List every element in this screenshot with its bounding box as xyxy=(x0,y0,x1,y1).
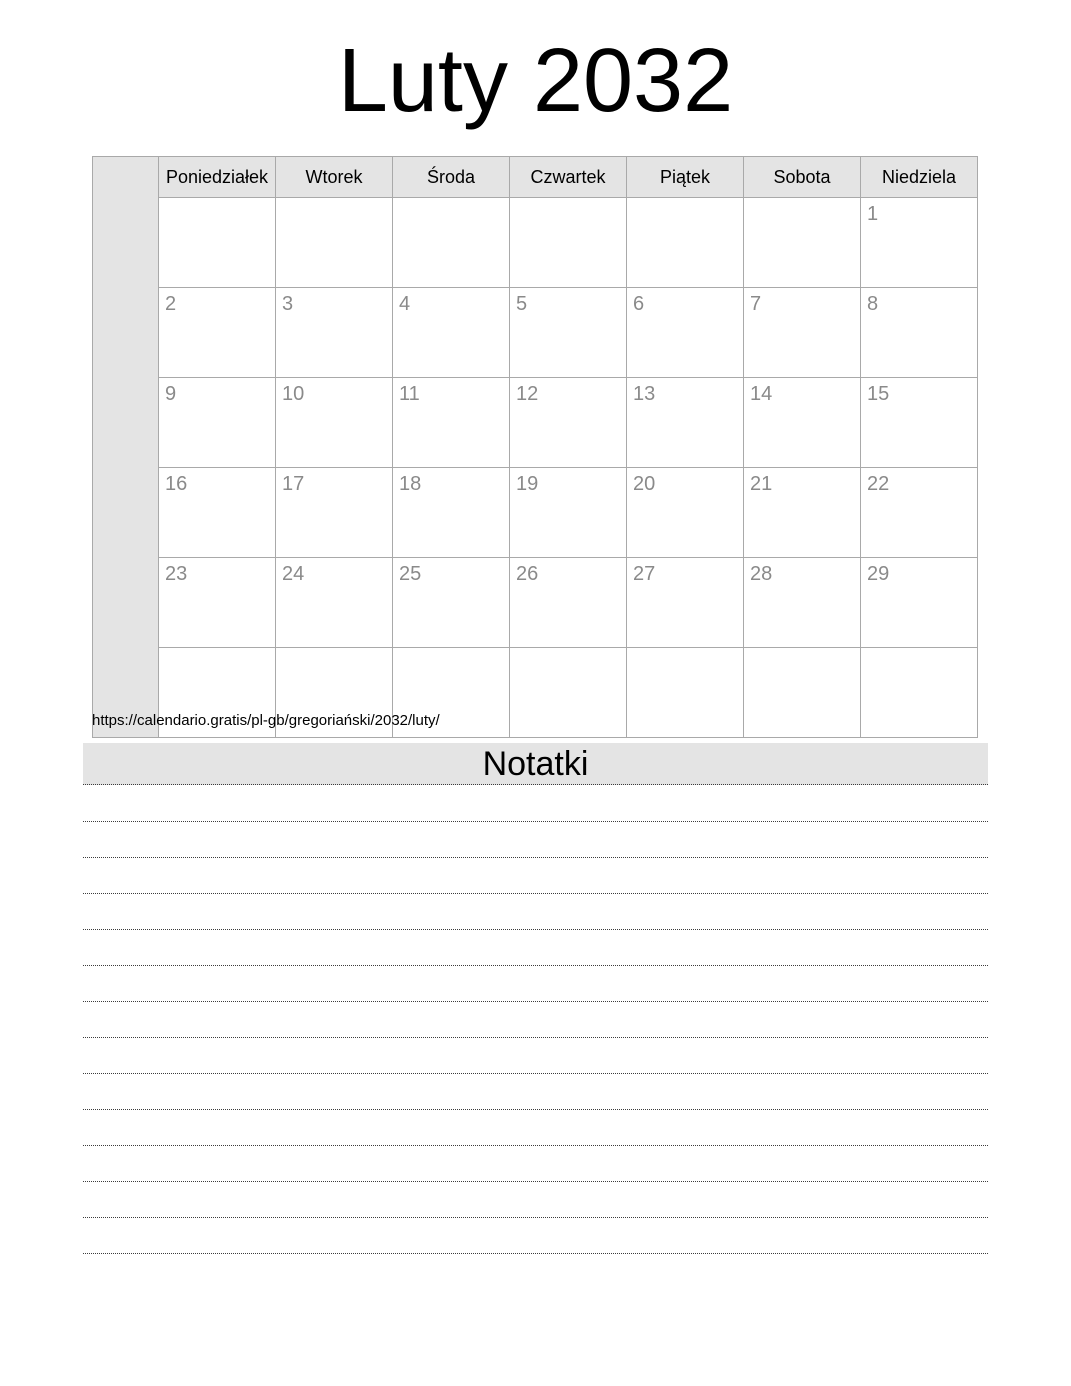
note-line xyxy=(83,1218,988,1254)
calendar-day-cell xyxy=(744,648,861,738)
notes-title: Notatki xyxy=(482,745,589,783)
calendar-day-cell: 20 xyxy=(627,468,744,558)
week-row-2 xyxy=(93,288,978,378)
note-line xyxy=(83,1038,988,1074)
calendar-day-cell xyxy=(627,198,744,288)
calendar-day-cell: 19 xyxy=(510,468,627,558)
calendar-day-cell: 13 xyxy=(627,378,744,468)
calendar-day-cell: 11 xyxy=(393,378,510,468)
note-line xyxy=(83,858,988,894)
week-number-column xyxy=(93,157,159,738)
calendar-day-cell: 14 xyxy=(744,378,861,468)
note-line xyxy=(83,1110,988,1146)
note-line xyxy=(83,1182,988,1218)
source-url-text: https://calendario.gratis/pl-gb/gregoriański/2032/luty/ xyxy=(92,712,440,729)
note-line xyxy=(83,966,988,1002)
note-line xyxy=(83,1002,988,1038)
day-header-sroda: Środa xyxy=(393,157,510,198)
calendar-day-cell: 6 xyxy=(627,288,744,378)
week-row-1 xyxy=(93,198,978,288)
calendar-day-cell: 24 xyxy=(276,558,393,648)
calendar-day-cell xyxy=(744,198,861,288)
calendar-day-cell: 23 xyxy=(159,558,276,648)
day-header-niedziela: Niedziela xyxy=(861,157,978,198)
calendar-day-cell: 8 xyxy=(861,288,978,378)
calendar-day-cell: 18 xyxy=(393,468,510,558)
page-title: Luty 2032 xyxy=(337,31,734,131)
calendar-day-cell: 27 xyxy=(627,558,744,648)
note-line xyxy=(83,894,988,930)
calendar-day-cell: 3 xyxy=(276,288,393,378)
calendar-day-cell: 7 xyxy=(744,288,861,378)
weekday-header-row xyxy=(93,157,978,198)
calendar-day-cell xyxy=(510,648,627,738)
calendar-day-cell: 2 xyxy=(159,288,276,378)
day-header-poniedzialek: Poniedziałek xyxy=(159,157,276,198)
week-row-5 xyxy=(93,558,978,648)
calendar-day-cell: 26 xyxy=(510,558,627,648)
calendar-day-cell xyxy=(861,648,978,738)
day-header-wtorek: Wtorek xyxy=(276,157,393,198)
calendar-table xyxy=(92,156,978,738)
calendar-day-cell: 17 xyxy=(276,468,393,558)
notes-lines-area xyxy=(83,786,988,1254)
day-header-piatek: Piątek xyxy=(627,157,744,198)
note-line xyxy=(83,1146,988,1182)
calendar-day-cell: 22 xyxy=(861,468,978,558)
calendar-day-cell xyxy=(393,198,510,288)
calendar-day-cell: 5 xyxy=(510,288,627,378)
calendar-day-cell: 1 xyxy=(861,198,978,288)
calendar-day-cell: 12 xyxy=(510,378,627,468)
note-line xyxy=(83,786,988,822)
calendar-day-cell xyxy=(159,198,276,288)
calendar-day-cell xyxy=(627,648,744,738)
week-row-4 xyxy=(93,468,978,558)
note-line xyxy=(83,930,988,966)
calendar-day-cell: 21 xyxy=(744,468,861,558)
calendar-day-cell xyxy=(276,198,393,288)
calendar-day-cell: 16 xyxy=(159,468,276,558)
week-row-3 xyxy=(93,378,978,468)
calendar-day-cell: 10 xyxy=(276,378,393,468)
calendar-day-cell: 15 xyxy=(861,378,978,468)
day-header-sobota: Sobota xyxy=(744,157,861,198)
calendar-day-cell xyxy=(510,198,627,288)
calendar-day-cell: 9 xyxy=(159,378,276,468)
calendar-day-cell: 28 xyxy=(744,558,861,648)
calendar-day-cell: 25 xyxy=(393,558,510,648)
note-line xyxy=(83,1074,988,1110)
notes-header-bar xyxy=(83,743,988,785)
note-line xyxy=(83,822,988,858)
day-header-czwartek: Czwartek xyxy=(510,157,627,198)
calendar-day-cell: 29 xyxy=(861,558,978,648)
calendar-day-cell: 4 xyxy=(393,288,510,378)
